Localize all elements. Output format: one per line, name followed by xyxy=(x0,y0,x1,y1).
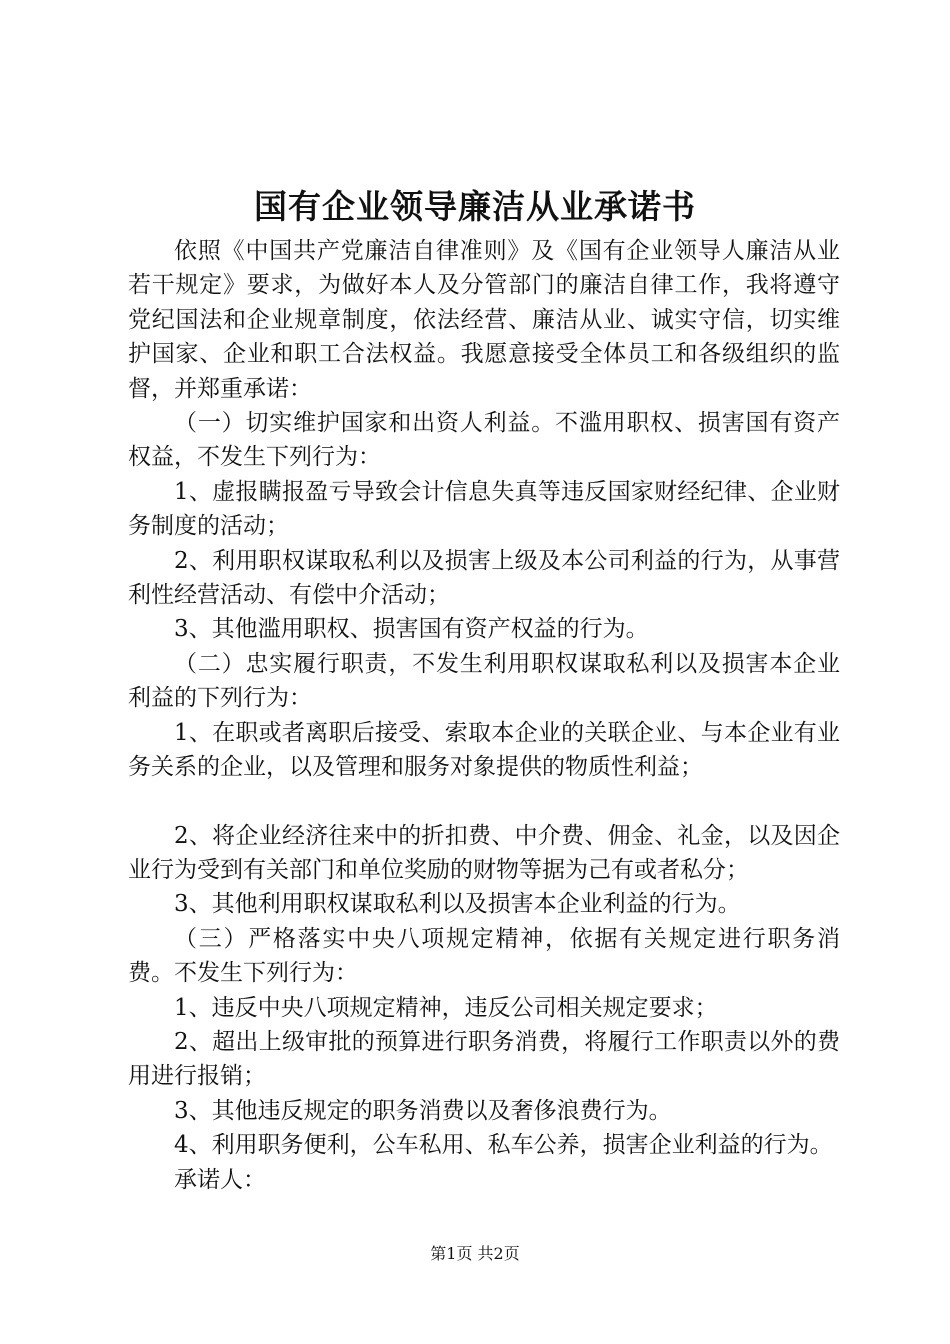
paragraph-item: 2、将企业经济往来中的折扣费、中介费、佣金、礼金，以及因企业行为受到有关部门和单位奖励的财物等据为己有或者私分； xyxy=(128,822,840,883)
paragraph-section-2: （二）忠实履行职责，不发生利用职权谋取私利以及损害本企业利益的下列行为： xyxy=(128,650,840,712)
paragraph-item: 3、其他利用职权谋取私利以及损害本企业利益的行为。 xyxy=(174,891,741,918)
paragraph-item: 3、其他违反规定的职务消费以及奢侈浪费行为。 xyxy=(174,1097,672,1124)
page-number-footer: 第1页 共2页 xyxy=(430,1244,520,1263)
paragraph-item: 1、违反中央八项规定精神，违反公司相关规定要求； xyxy=(174,994,718,1021)
document-body xyxy=(128,234,840,1197)
document-title: 国有企业领导廉洁从业承诺书 xyxy=(254,187,696,226)
paragraph-item: 2、超出上级审批的预算进行职务消费，将履行工作职责以外的费用进行报销； xyxy=(128,1028,840,1090)
signatory-label: 承诺人： xyxy=(174,1166,266,1193)
paragraph-item: 1、在职或者离职后接受、索取本企业的关联企业、与本企业有业务关系的企业，以及管理和服务对象提供的物质性利益； xyxy=(128,719,840,781)
paragraph-intro: 依照《中国共产党廉洁自律准则》及《国有企业领导人廉洁从业若干规定》要求，为做好本人及分管部门的廉洁自律工作，我将遵守党纪国法和企业规章制度，依法经营、廉洁从业、诚实守信，切实维护国家、企业和职工合法权益。我愿意接受全体员工和各级组织的监督，并郑重承诺： xyxy=(128,238,840,402)
paragraph-item: 3、其他滥用职权、损害国有资产权益的行为。 xyxy=(174,616,649,643)
paragraph-item: 2、利用职权谋取私利以及损害上级及本公司利益的行为，从事营利性经营活动、有偿中介活动； xyxy=(128,547,840,609)
paragraph-section-3: （三）严格落实中央八项规定精神，依据有关规定进行职务消费。不发生下列行为： xyxy=(128,925,840,987)
paragraph-section-1: （一）切实维护国家和出资人利益。不滥用职权、损害国有资产权益，不发生下列行为： xyxy=(128,410,840,471)
paragraph-item: 4、利用职务便利，公车私用、私车公养，损害企业利益的行为。 xyxy=(174,1132,833,1159)
paragraph-item: 1、虚报瞒报盈亏导致会计信息失真等违反国家财经纪律、企业财务制度的活动； xyxy=(128,478,840,540)
